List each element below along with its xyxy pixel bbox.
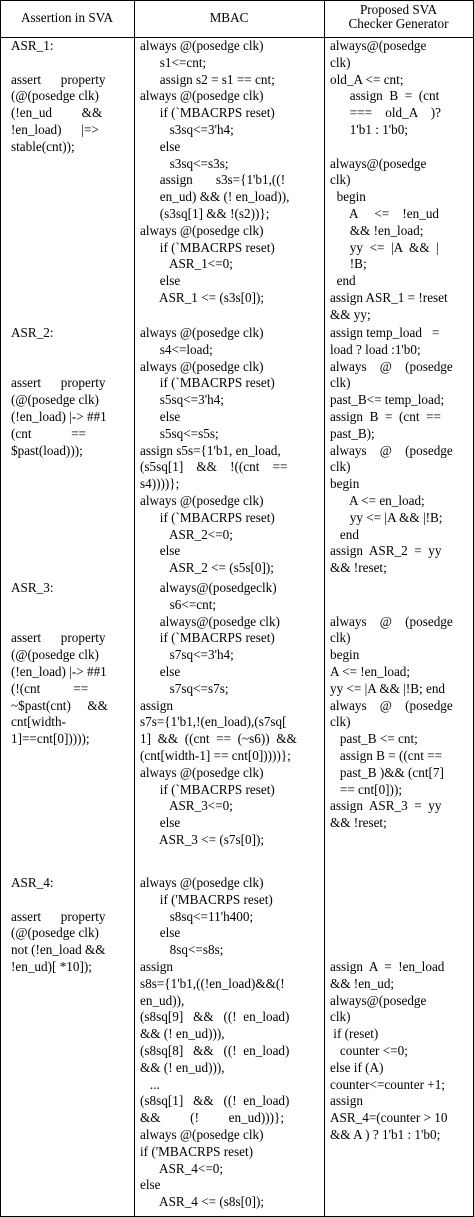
code-line: yy <= |A && |!B; end — [330, 680, 446, 696]
code-line: && (! en_ud)))}; — [140, 1110, 285, 1126]
code-line: clk) — [330, 375, 351, 391]
code-line: assign B = (cnt == — [330, 408, 441, 424]
code-line: !en_load) |=> — [11, 121, 99, 137]
code-line: ASR_3: — [11, 580, 54, 595]
code-line: always @(posedge clk) — [140, 358, 264, 374]
code-line: past_B <= cnt; — [330, 731, 418, 747]
code-line: && yy; — [330, 306, 371, 322]
code-line — [11, 55, 131, 72]
code-line: !en_ud)[ *10]); — [11, 958, 92, 974]
code-line: if ('MBACRPS reset) — [140, 891, 273, 907]
checker-cell-4 — [330, 875, 472, 1144]
code-line: else — [140, 408, 181, 424]
code-line: === old_A )? — [330, 105, 441, 121]
column-divider-2 — [324, 0, 325, 1217]
code-line: always @(posedge clk) — [140, 764, 264, 780]
code-line: end — [330, 273, 356, 289]
code-line: (cnt == — [11, 425, 86, 441]
code-line: assert property — [11, 908, 106, 924]
code-line: else — [140, 663, 181, 679]
code-line: 1] && ((cnt == (~s6)) && — [140, 731, 297, 747]
code-line: (@(posedge clk) — [11, 925, 99, 941]
code-line: 1]==cnt[0])))); — [11, 731, 90, 747]
code-line: en_ud)), — [140, 992, 185, 1008]
code-line: else — [140, 925, 181, 941]
code-line: A <= en_load; — [330, 492, 425, 508]
code-line: assign — [140, 697, 173, 713]
code-line: not (!en_load && — [11, 942, 106, 958]
header-checker-line1: Proposed SVA — [359, 2, 438, 17]
code-line: == cnt[0])); — [330, 781, 402, 797]
mbac-cell-4 — [140, 875, 322, 1211]
column-divider-1 — [134, 0, 135, 1217]
code-line: if (`MBACRPS reset) — [140, 630, 275, 646]
code-line: ASR_4: — [11, 875, 54, 890]
code-line: && (! en_ud))), — [140, 1026, 225, 1042]
code-line: counter<=counter +1; — [330, 1076, 445, 1092]
code-line: always@(posedge — [330, 155, 427, 171]
code-line: 8sq<=s8s; — [140, 942, 224, 958]
code-line — [330, 875, 472, 892]
code-line: else — [140, 543, 181, 559]
code-line: ASR_4<=0; — [140, 1160, 224, 1176]
code-line: ASR_2 <= (s5s[0]); — [140, 560, 274, 576]
code-line — [11, 614, 131, 631]
code-line: yy <= |A && |!B; — [330, 509, 443, 525]
code-line: if (`MBACRPS reset) — [140, 105, 275, 121]
code-line: begin — [330, 189, 366, 205]
code-line: A <= !en_ud — [330, 205, 440, 221]
code-line — [11, 892, 131, 909]
code-line: clk) — [330, 1009, 351, 1025]
code-line: yy <= |A && | — [330, 239, 439, 255]
code-line: ASR_1<=0; — [140, 256, 233, 272]
code-line: assign temp_load = — [330, 325, 440, 340]
assertion-cell-3 — [11, 580, 131, 748]
table-left-rule — [0, 0, 1, 1217]
mbac-cell-3 — [140, 580, 322, 849]
code-line: if (`MBACRPS reset) — [140, 509, 275, 525]
header-assertion: Assertion in SVA — [20, 10, 114, 25]
code-line — [330, 925, 472, 942]
mbac-cell-2 — [140, 325, 322, 577]
code-line: assign B = (cnt — [330, 88, 440, 104]
code-line: (!en_load) |-> ##1 — [11, 408, 107, 424]
code-line: always @(posedge clk) — [140, 325, 264, 340]
code-line: s5sq<=3'h4; — [140, 392, 224, 408]
code-line: ASR_2: — [11, 325, 54, 340]
code-line: && A ) ? 1'b1 : 1'b0; — [330, 1126, 441, 1142]
code-line: else — [140, 1177, 161, 1193]
code-line — [11, 342, 131, 359]
code-line: cnt[width- — [11, 714, 66, 730]
code-line: else — [140, 138, 181, 154]
code-line: always @(posedge clk) — [140, 492, 264, 508]
code-line: assign ASR_3 = yy — [330, 798, 442, 814]
table-top-rule — [0, 0, 474, 1]
code-line: past_B); — [330, 425, 375, 441]
code-line: past_B<= temp_load; — [330, 392, 445, 408]
code-line: always@(posedgeclk) — [140, 580, 277, 595]
code-line: ... — [140, 1076, 160, 1092]
code-line: en_ud) && (! en_load)), — [140, 189, 290, 205]
code-line: assign B = ((cnt == — [330, 747, 443, 763]
code-line: && !en_load; — [330, 222, 424, 238]
code-line: else — [140, 273, 181, 289]
code-line: always @(posedge clk) — [140, 875, 264, 890]
code-line: (cnt[width-1] == cnt[0]))))}; — [140, 747, 291, 763]
code-line: s7sq<=3'h4; — [140, 647, 234, 663]
code-line: assert property — [11, 375, 106, 391]
code-line: begin — [330, 647, 360, 663]
code-line: assert property — [11, 630, 106, 646]
code-line: else if (A) — [330, 1059, 384, 1075]
code-line: always @(posedge clk) — [140, 38, 264, 53]
code-line: (@(posedge clk) — [11, 392, 99, 408]
code-line: if (`MBACRPS reset) — [140, 375, 275, 391]
code-line: assign s3s={1'b1,((! — [140, 172, 286, 188]
code-line — [330, 139, 472, 156]
code-line: (s5sq[1] && !((cnt == — [140, 459, 288, 475]
code-line: else — [140, 815, 181, 831]
code-line: always @ (posedge — [330, 358, 453, 374]
code-line: assign A = !en_load — [330, 958, 445, 974]
code-line: ASR_4 <= (s8s[0]); — [140, 1194, 265, 1210]
code-line: ASR_1: — [11, 38, 54, 53]
code-line: (@(posedge clk) — [11, 647, 99, 663]
code-line — [330, 597, 472, 614]
code-line: if ('MBACRPS reset) — [140, 1143, 254, 1159]
code-line: clk) — [330, 459, 351, 475]
code-line: if (`MBACRPS reset) — [140, 239, 275, 255]
code-line: (s8sq[9] && ((! en_load) — [140, 1009, 290, 1025]
code-line: clk) — [330, 54, 351, 70]
mbac-cell-1 — [140, 38, 322, 307]
code-line: always @ (posedge — [330, 442, 453, 458]
assertion-cell-4 — [11, 875, 131, 976]
code-line: (@(posedge clk) — [11, 88, 99, 104]
code-line: stable(cnt)); — [11, 138, 75, 154]
code-line: s8sq<=11'h400; — [140, 908, 254, 924]
code-line: if (reset) — [330, 1026, 379, 1042]
checker-cell-1 — [330, 38, 472, 324]
code-line: assign ASR_2 = yy — [330, 543, 442, 559]
code-line: ASR_1 <= (s3s[0]); — [140, 289, 265, 305]
code-line: always @(posedge clk) — [140, 222, 264, 238]
checker-cell-2 — [330, 325, 472, 577]
code-line: (!en_ud && — [11, 105, 103, 121]
code-line: && (! en_ud))), — [140, 1059, 225, 1075]
code-line: (s8sq[1] && ((! en_load) — [140, 1093, 290, 1109]
code-line: s5sq<=s5s; — [140, 425, 219, 441]
code-line: clk) — [330, 172, 351, 188]
code-line: counter <=0; — [330, 1042, 408, 1058]
code-line: if (`MBACRPS reset) — [140, 781, 275, 797]
code-line: clk) — [330, 630, 351, 646]
code-line: always@(posedge clk) — [140, 613, 280, 629]
code-line: ASR_4=(counter > 10 — [330, 1110, 448, 1126]
code-line: assert property — [11, 71, 106, 87]
code-line: A <= !en_load; — [330, 663, 411, 679]
code-line: (!(cnt == — [11, 680, 89, 696]
code-line: (s8sq[8] && ((! en_load) — [140, 1042, 290, 1058]
code-line: !B; — [330, 256, 367, 272]
code-line: ASR_3<=0; — [140, 798, 233, 814]
code-line: ASR_3 <= (s7s[0]); — [140, 831, 265, 847]
code-line: always @ (posedge — [330, 613, 453, 629]
code-line: ~$past(cnt) && — [11, 697, 108, 713]
code-line: load ? load :1'b0; — [330, 341, 421, 357]
code-line: assign s2 = s1 == cnt; — [140, 71, 275, 87]
header-checker-line2: Checker Generator — [348, 16, 449, 31]
code-line: always @(posedge clk) — [140, 1126, 264, 1142]
code-line — [330, 892, 472, 909]
code-line: ASR_2<=0; — [140, 526, 233, 542]
code-line: s3sq<=s3s; — [140, 155, 229, 171]
code-line: assign s5s={1'b1, en_load, — [140, 442, 281, 458]
code-line: $past(load))); — [11, 442, 83, 458]
code-line: assign ASR_1 = !reset — [330, 289, 448, 305]
assertion-cell-2 — [11, 325, 131, 459]
code-line: 1'b1 : 1'b0; — [330, 121, 409, 137]
code-line: s1<=cnt; — [140, 54, 207, 70]
code-line: assign — [330, 1093, 363, 1109]
header-checker — [324, 3, 473, 31]
code-line — [330, 909, 472, 926]
assertion-cell-1 — [11, 38, 131, 156]
code-line: s4))))}; — [140, 476, 180, 492]
code-line: old_A <= cnt; — [330, 71, 404, 87]
code-line: begin — [330, 476, 360, 492]
code-line — [11, 597, 131, 614]
code-line: clk) — [330, 714, 351, 730]
code-line: (s3sq[1] && !(s2))}; — [140, 205, 270, 221]
code-line: s8s={1'b1,((!en_load)&&(! — [140, 975, 285, 991]
code-line: && !reset; — [330, 815, 387, 831]
code-line: && !reset; — [330, 560, 387, 576]
code-line: s6<=cnt; — [140, 596, 217, 612]
code-line: s3sq<=3'h4; — [140, 121, 234, 137]
code-line: always @(posedge clk) — [140, 88, 264, 104]
code-line: past_B )&& (cnt[7] — [330, 764, 444, 780]
code-line: always@(posedge — [330, 38, 427, 53]
code-line: (!en_load) |-> ##1 — [11, 663, 107, 679]
code-line: assign — [140, 958, 173, 974]
code-line: s4<=load; — [140, 341, 213, 357]
code-line: end — [330, 526, 359, 542]
code-line — [11, 359, 131, 376]
code-line — [330, 580, 472, 597]
checker-cell-3 — [330, 580, 472, 832]
code-line: always @ (posedge — [330, 697, 453, 713]
code-line: always@(posedge — [330, 992, 427, 1008]
code-line: && !en_ud; — [330, 975, 395, 991]
code-line — [330, 942, 472, 959]
code-line: s7sq<=s7s; — [140, 680, 229, 696]
code-line: s7s={1'b1,!(en_load),(s7sq[ — [140, 714, 287, 730]
header-mbac: MBAC — [209, 10, 249, 25]
